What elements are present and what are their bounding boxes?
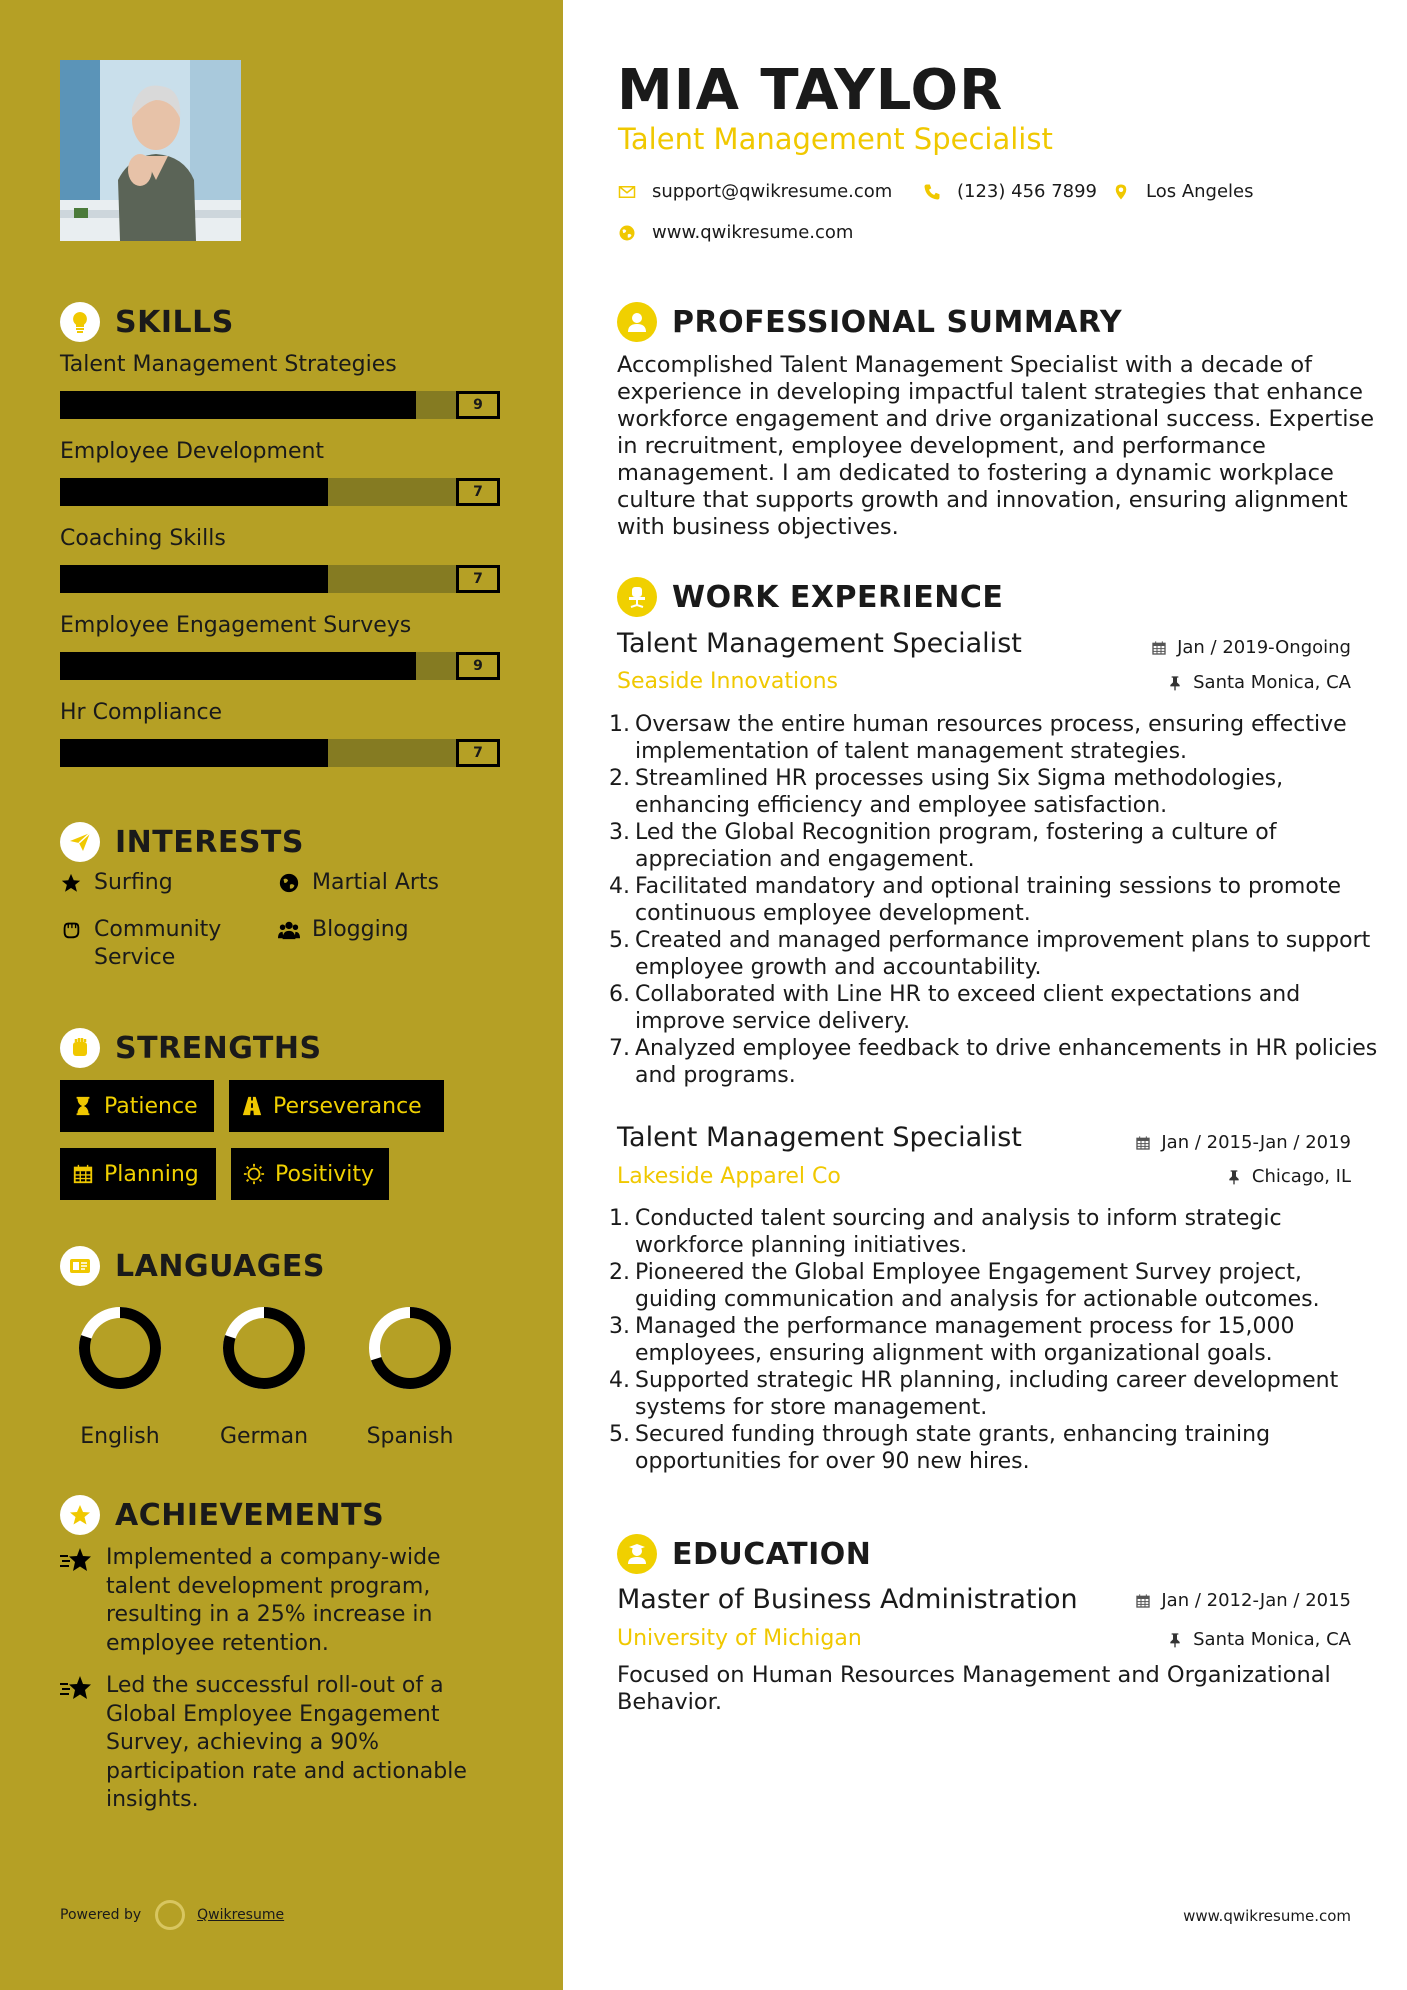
map-pin-icon — [1112, 183, 1130, 201]
achievement-item: Led the successful roll-out of a Global Employee Engagement Survey, achieving a 90% participation rate and actionable insights. — [60, 1672, 500, 1815]
skill-item — [60, 700, 500, 767]
job-title: Talent Management Specialist — [617, 628, 1022, 659]
interest-item-martial-arts: Martial Arts — [278, 869, 439, 897]
job-duty-item: Oversaw the entire human resources process, ensuring effective implementation of talent management strategies. — [635, 712, 1347, 764]
job-duty-item: Supported strategic HR planning, including career development systems for store management. — [635, 1368, 1339, 1420]
star-icon — [60, 872, 82, 894]
language-level-gauge — [216, 1300, 312, 1396]
star-badge-icon — [60, 1495, 100, 1535]
skill-name: Talent Management Strategies — [60, 352, 397, 377]
skill-item — [60, 613, 500, 680]
contact-location: Los Angeles — [1112, 181, 1254, 202]
skill-level-number: 7 — [456, 565, 500, 593]
job-duty-item: Facilitated mandatory and optional training sessions to promote continuous employee development. — [635, 874, 1341, 926]
skill-level-bar — [60, 391, 500, 419]
skill-level-bar — [60, 565, 500, 593]
skill-item — [60, 439, 500, 506]
language-item — [194, 1300, 334, 1449]
skill-name: Coaching Skills — [60, 526, 226, 551]
shooting-star-icon — [60, 1546, 92, 1574]
envelope-icon — [618, 183, 636, 201]
job-duty-item: Pioneered the Global Employee Engagement Survey project, guiding communication and analysis for actionable outcomes. — [635, 1260, 1320, 1312]
job-duties-list — [617, 1205, 1387, 1475]
calendar-icon — [1135, 1593, 1151, 1609]
portrait-image — [60, 60, 241, 241]
skill-level-number: 7 — [456, 478, 500, 506]
job-duty-item: Streamlined HR processes using Six Sigma methodologies, enhancing efficiency and employee satisfaction. — [635, 766, 1284, 818]
skill-level-fill — [60, 391, 416, 419]
job-duty-item: Analyzed employee feedback to drive enhancements in HR policies and programs. — [635, 1036, 1378, 1088]
skill-level-bar — [60, 652, 500, 680]
powered-by: Powered by Qwikresume — [60, 1900, 284, 1930]
phone-icon — [923, 183, 941, 201]
skill-level-fill — [60, 652, 416, 680]
qwikresume-link[interactable]: Qwikresume — [197, 1907, 285, 1923]
job-company: Lakeside Apparel Co — [617, 1164, 841, 1189]
skill-level-bar — [60, 478, 500, 506]
skill-level-fill — [60, 565, 328, 593]
graduate-icon — [617, 1534, 657, 1574]
education-description: Focused on Human Resources Management and Organizational Behavior. — [617, 1662, 1331, 1715]
globe-icon — [278, 872, 300, 894]
job-company: Seaside Innovations — [617, 669, 838, 694]
qwikresume-logo-icon — [155, 1900, 185, 1930]
candidate-name: MIA TAYLOR — [617, 58, 1004, 123]
education-location: Santa Monica, CA — [1167, 1629, 1351, 1650]
candidate-title: Talent Management Specialist — [618, 122, 1053, 156]
strengths-heading: STRENGTHS — [60, 1028, 322, 1068]
strength-badge-positivity: Positivity — [231, 1148, 389, 1200]
hand-icon — [60, 919, 82, 941]
job-duty-item: Created and managed performance improvement plans to support employee growth and accountability. — [635, 928, 1371, 980]
skill-level-fill — [60, 739, 328, 767]
fist-icon — [60, 1028, 100, 1068]
degree-title: Master of Business Administration — [617, 1584, 1078, 1615]
skills-heading: SKILLS — [60, 302, 234, 342]
interest-item-surfing: Surfing — [60, 869, 173, 897]
user-icon — [617, 302, 657, 342]
job-duty-item: Managed the performance management process for 15,000 employees, ensuring alignment with organizational goals. — [635, 1314, 1295, 1366]
language-item — [340, 1300, 480, 1449]
language-name: German — [219, 1424, 309, 1449]
skill-level-bar — [60, 739, 500, 767]
pushpin-icon — [1226, 1169, 1242, 1185]
skill-name: Employee Development — [60, 439, 325, 464]
job-location: Santa Monica, CA — [1167, 672, 1351, 693]
job-location: Chicago, IL — [1226, 1166, 1351, 1187]
job-title: Talent Management Specialist — [617, 1122, 1022, 1153]
users-icon — [278, 919, 300, 941]
education-dates: Jan / 2012-Jan / 2015 — [1135, 1590, 1351, 1611]
language-name: English — [80, 1424, 160, 1449]
strength-badge-patience: Patience — [60, 1080, 214, 1132]
achievements-heading: ACHIEVEMENTS — [60, 1495, 384, 1535]
shooting-star-icon — [60, 1674, 92, 1702]
calendar-icon — [1151, 640, 1167, 656]
road-icon — [241, 1095, 263, 1117]
interests-heading: INTERESTS — [60, 822, 304, 862]
interest-item-blogging: Blogging — [278, 916, 409, 944]
profile-photo — [60, 60, 241, 241]
office-chair-icon — [617, 577, 657, 617]
calendar-icon — [72, 1163, 94, 1185]
hourglass-icon — [72, 1095, 94, 1117]
skill-item — [60, 352, 500, 419]
education-heading: EDUCATION — [617, 1534, 871, 1574]
language-item — [50, 1300, 190, 1449]
sidebar — [0, 0, 563, 1990]
sun-icon — [243, 1163, 265, 1185]
skill-level-fill — [60, 478, 328, 506]
skill-name: Employee Engagement Surveys — [60, 613, 412, 638]
strength-badge-planning: Planning — [60, 1148, 216, 1200]
experience-heading: WORK EXPERIENCE — [617, 577, 1003, 617]
skill-level-number: 7 — [456, 739, 500, 767]
school-name: University of Michigan — [617, 1626, 862, 1651]
skill-level-number: 9 — [456, 391, 500, 419]
job-dates: Jan / 2019-Ongoing — [1151, 637, 1351, 658]
contact-phone[interactable]: (123) 456 7899 — [923, 181, 1097, 202]
job-duty-item: Collaborated with Line HR to exceed client expectations and improve service delivery. — [635, 982, 1301, 1034]
footer-website-link[interactable]: www.qwikresume.com — [1183, 1907, 1351, 1925]
skill-item — [60, 526, 500, 593]
job-duties-list — [617, 711, 1387, 1089]
summary-heading: PROFESSIONAL SUMMARY — [617, 302, 1122, 342]
achievement-item: Implemented a company-wide talent development program, resulting in a 25% increase in employee retention. — [60, 1544, 500, 1658]
interest-item-community-service: Community Service — [60, 916, 260, 972]
contact-website[interactable]: www.qwikresume.com — [618, 222, 853, 243]
job-duty-item: Conducted talent sourcing and analysis to inform strategic workforce planning initiatives. — [635, 1206, 1282, 1258]
language-name: Spanish — [366, 1424, 454, 1449]
language-level-gauge — [72, 1300, 168, 1396]
id-card-icon — [60, 1246, 100, 1286]
job-duty-item: Secured funding through state grants, enhancing training opportunities for over 90 new hires. — [635, 1422, 1271, 1474]
calendar-icon — [1135, 1135, 1151, 1151]
contact-email[interactable]: support@qwikresume.com — [618, 181, 892, 202]
languages-heading: LANGUAGES — [60, 1246, 325, 1286]
lightbulb-icon — [60, 302, 100, 342]
language-level-gauge — [362, 1300, 458, 1396]
paper-plane-icon — [60, 822, 100, 862]
strength-badge-perseverance: Perseverance — [229, 1080, 444, 1132]
skill-level-number: 9 — [456, 652, 500, 680]
summary-text: Accomplished Talent Management Specialist with a decade of experience in developing impactful talent strategies that enhance workforce engagement and drive organizational success. Expertise in recruitment, employee development, and performance management. I am dedicated to fostering a dynamic workplace culture that supports growth and innovation, ensuring alignment with business objectives. — [617, 352, 1375, 540]
main-content — [563, 0, 1407, 1990]
skill-name: Hr Compliance — [60, 700, 223, 725]
pushpin-icon — [1167, 1632, 1183, 1648]
job-duty-item: Led the Global Recognition program, fostering a culture of appreciation and engagement. — [635, 820, 1277, 872]
pushpin-icon — [1167, 675, 1183, 691]
job-dates: Jan / 2015-Jan / 2019 — [1135, 1132, 1351, 1153]
globe-icon — [618, 224, 636, 242]
